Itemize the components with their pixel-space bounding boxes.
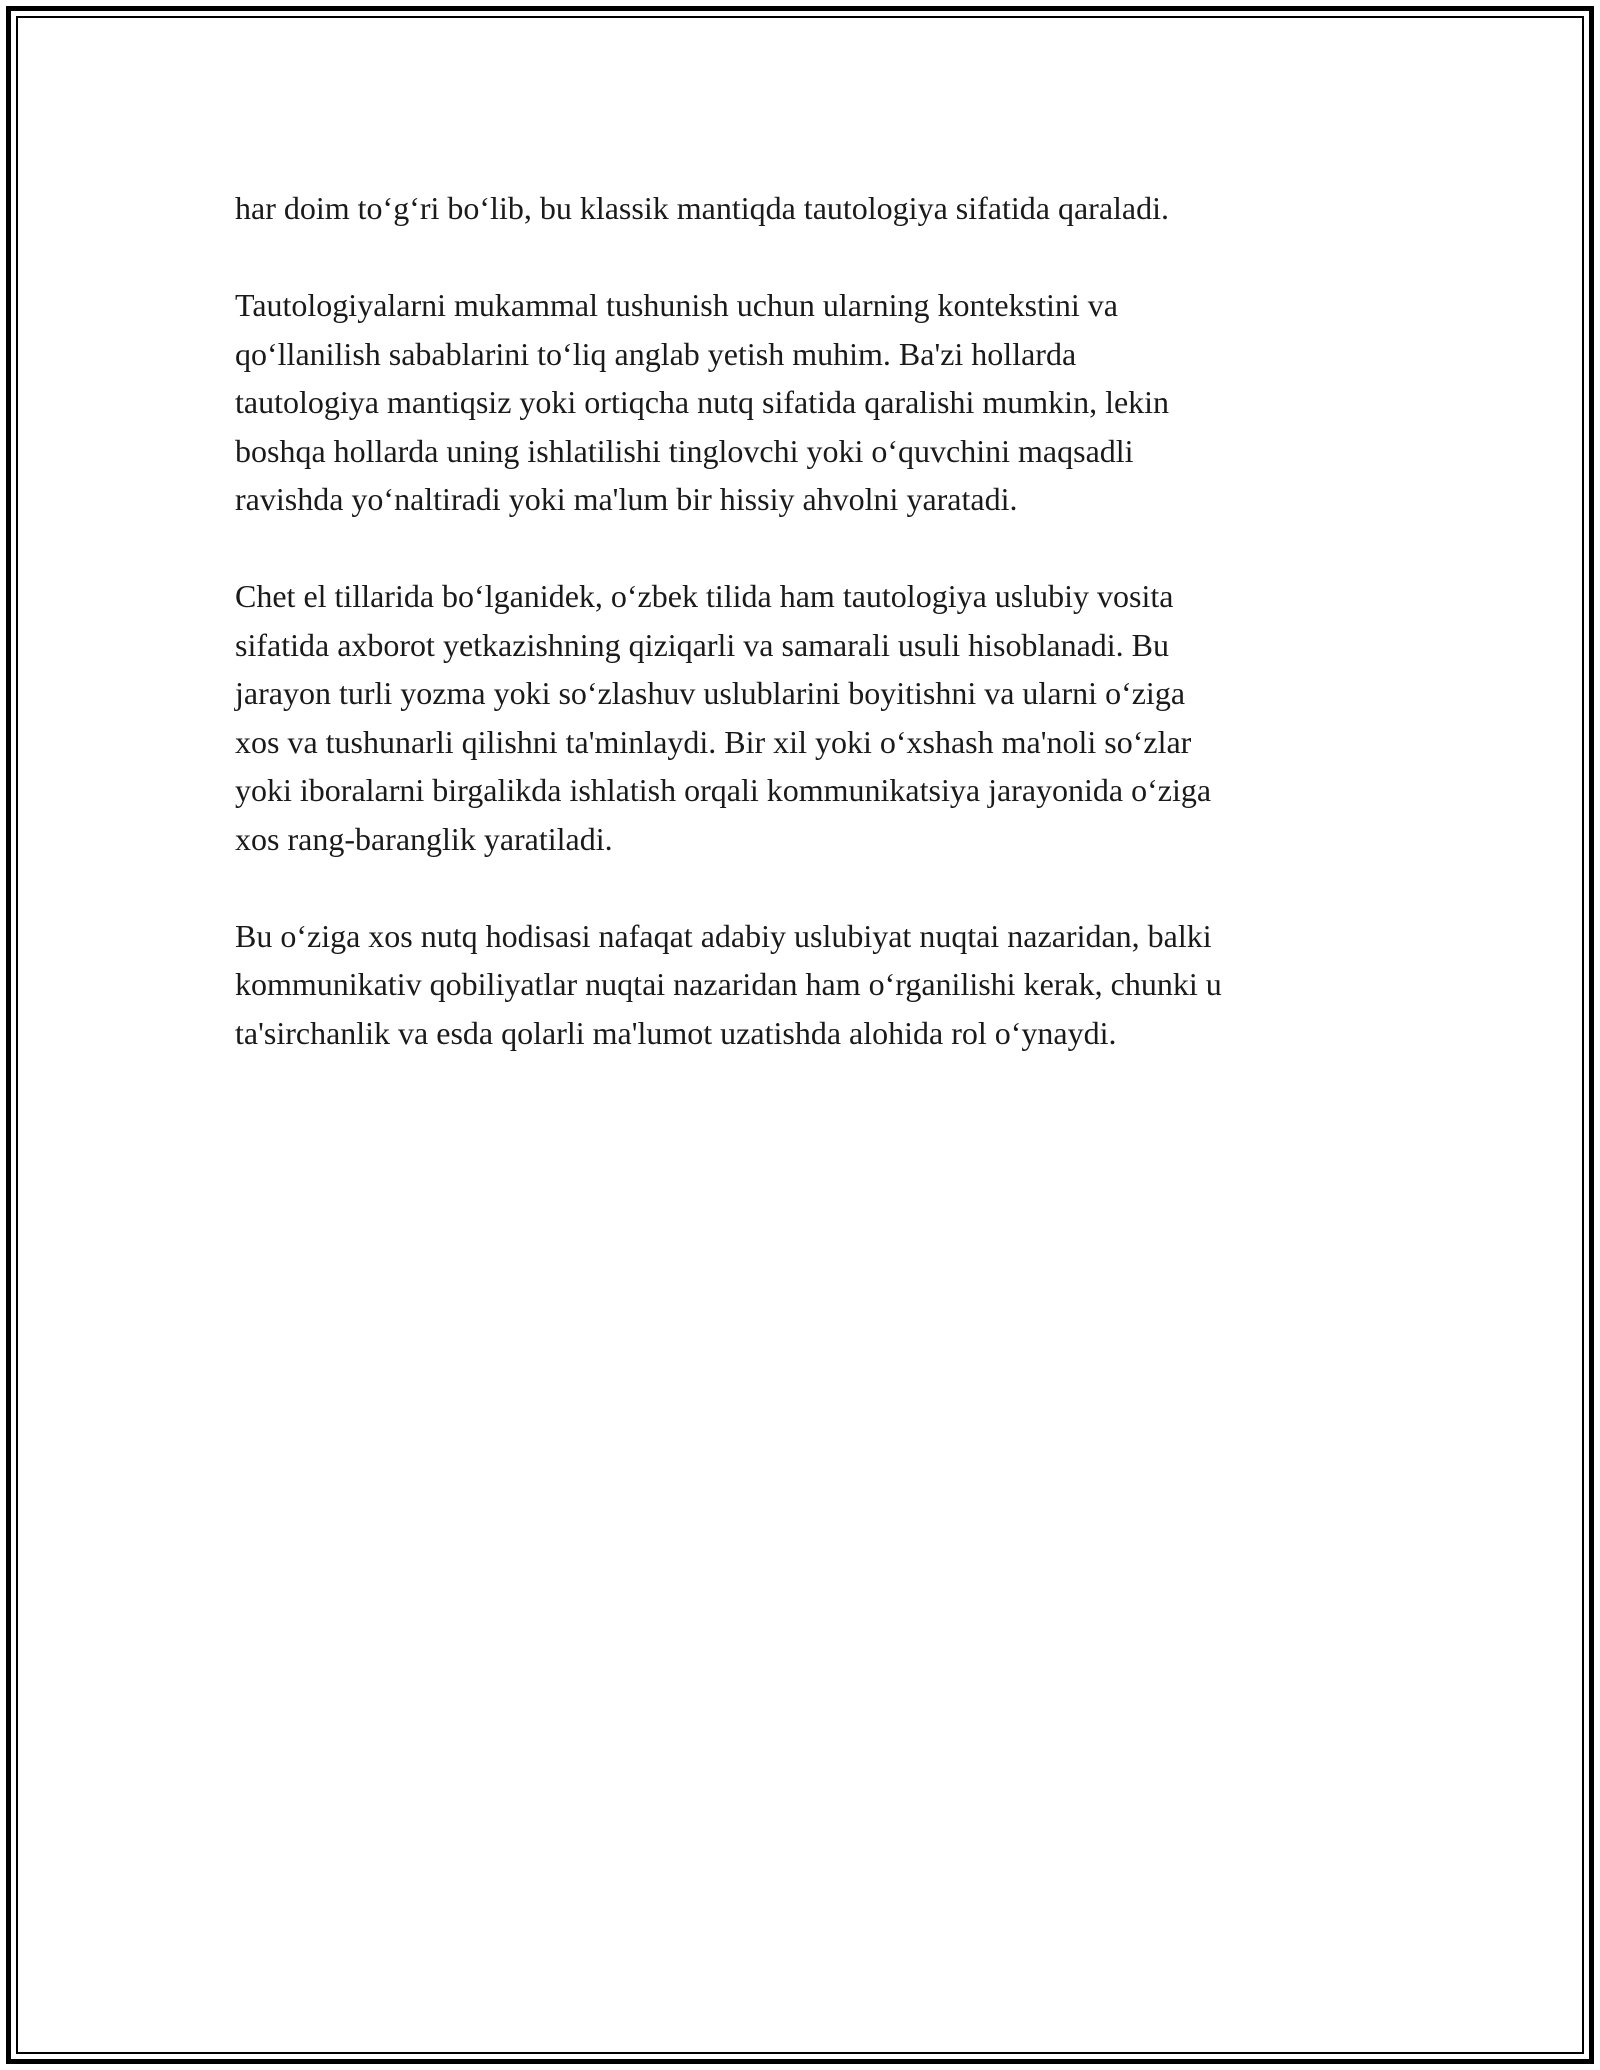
- text-line: kommunikativ qobiliyatlar nuqtai nazaridan ham o‘rganilishi kerak, chunki u: [235, 966, 1222, 1002]
- text-line: boshqa hollarda uning ishlatilishi tinglovchi yoki o‘quvchini maqsadli: [235, 432, 1134, 469]
- paragraph-3: [235, 572, 1385, 863]
- text-line: har doim to‘g‘ri bo‘lib, bu klassik mantiqda tautologiya sifatida qaraladi.: [235, 190, 1169, 226]
- text-line: Bu o‘ziga xos nutq hodisasi nafaqat adabiy uslubiyat nuqtai nazaridan, balki: [235, 917, 1212, 954]
- text-line: tautologiya mantiqsiz yoki ortiqcha nutq sifatida qaralishi mumkin, lekin: [235, 384, 1170, 420]
- paragraph-2: [235, 281, 1385, 524]
- text-line: xos rang-baranglik yaratiladi.: [235, 820, 613, 857]
- text-line: qo‘llanilish sabablarini to‘liq anglab yetish muhim. Ba'zi hollarda: [235, 335, 1077, 372]
- text-line: sifatida axborot yetkazishning qiziqarli va samarali usuli hisoblanadi. Bu: [235, 626, 1169, 663]
- text-line: xos va tushunarli qilishni ta'minlaydi. Bir xil yoki o‘xshash ma'noli so‘zlar: [235, 723, 1192, 760]
- document-body: [235, 184, 1385, 1106]
- paragraph-1: [235, 184, 1385, 233]
- text-line: ta'sirchanlik va esda qolarli ma'lumot uzatishda alohida rol o‘ynaydi.: [235, 1014, 1117, 1051]
- text-line: Tautologiyalarni mukammal tushunish uchun ularning kontekstini va: [235, 287, 1118, 323]
- text-line: jarayon turli yozma yoki so‘zlashuv uslublarini boyitishni va ularni o‘ziga: [235, 675, 1186, 711]
- paragraph-4: [235, 912, 1385, 1058]
- text-line: yoki iboralarni birgalikda ishlatish orqali kommunikatsiya jarayonida o‘ziga: [235, 772, 1212, 808]
- text-line: Chet el tillarida bo‘lganidek, o‘zbek tilida ham tautologiya uslubiy vosita: [235, 578, 1174, 614]
- text-line: ravishda yo‘naltiradi yoki ma'lum bir hissiy ahvolni yaratadi.: [235, 481, 1018, 517]
